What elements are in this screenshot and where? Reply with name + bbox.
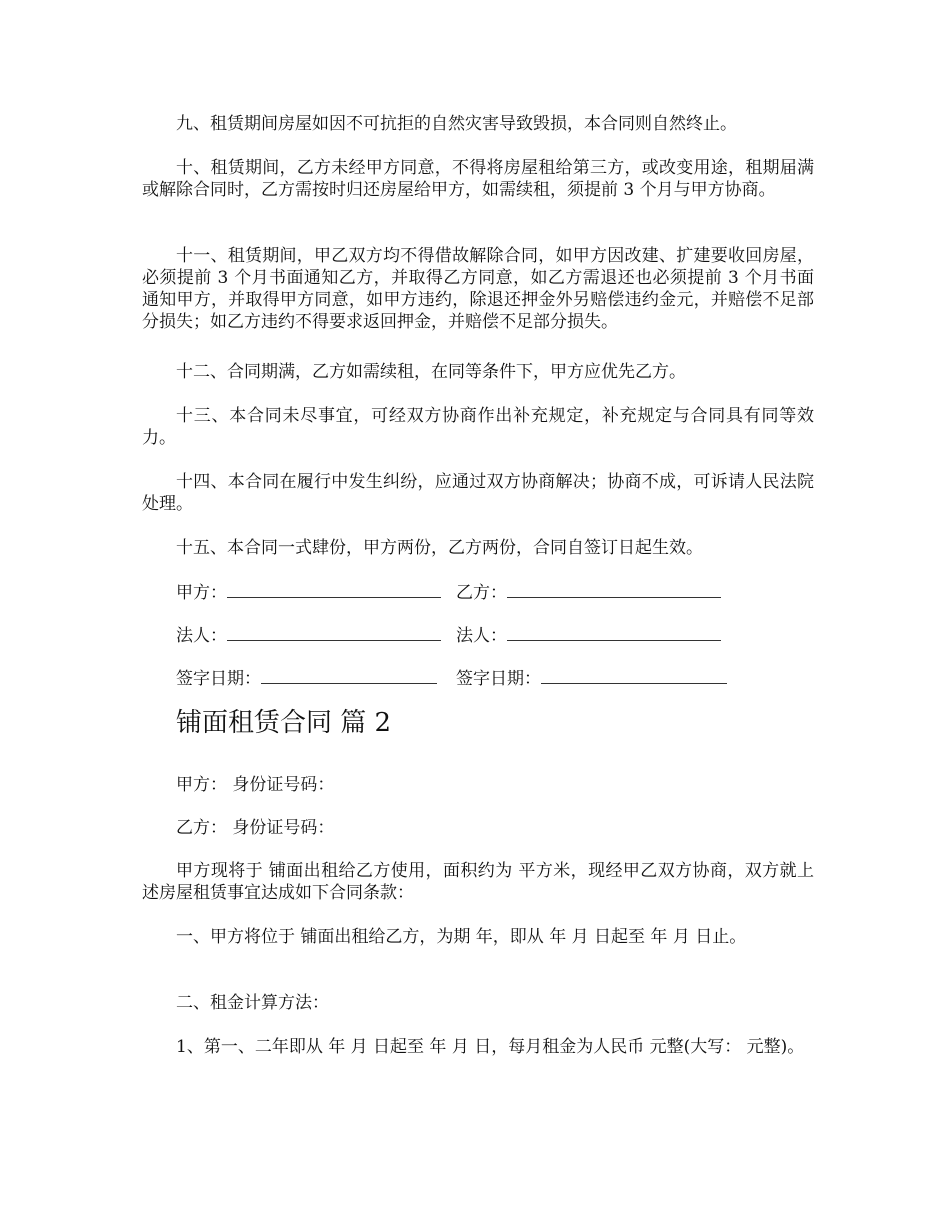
signature-party-b [456,581,721,604]
section-title: 铺面租赁合同 篇 2 [176,708,392,738]
clause-2: 二、租金计算方法： [176,993,329,1013]
signature-legal-a [176,624,441,647]
clause-10: 十、租赁期间，乙方未经甲方同意，不得将房屋租给第三方，或改变用途，租期届满或解除合同时，乙方需按时归还房屋给甲方，如需续租，须提前 3 个月与甲方协商。 [142,158,814,200]
party-b-label: 乙方： [456,583,507,603]
party-a-line: 甲方： 身份证号码： [176,775,335,795]
clause-2-1: 1、第一、二年即从 年 月 日起至 年 月 日，每月租金为人民币 元整(大写： 元整)。 [176,1037,805,1057]
date-a-label: 签字日期： [176,669,261,689]
clause-12: 十二、合同期满，乙方如需续租，在同等条件下，甲方应优先乙方。 [176,362,686,382]
clause-1: 一、甲方将位于 铺面出租给乙方，为期 年，即从 年 月 日起至 年 月 日止。 [176,927,747,947]
clause-9: 九、租赁期间房屋如因不可抗拒的自然灾害导致毁损，本合同则自然终止。 [176,114,737,134]
date-b-blank[interactable] [541,667,727,684]
intro-paragraph: 甲方现将于 铺面出租给乙方使用，面积约为 平方米，现经甲乙双方协商，双方就上述房屋租赁事宜达成如下合同条款： [142,861,814,903]
clause-15: 十五、本合同一式肆份，甲方两份，乙方两份，合同自签订日起生效。 [176,538,703,558]
signature-date-b [456,667,727,690]
signature-party-a [176,581,441,604]
clause-14: 十四、本合同在履行中发生纠纷，应通过双方协商解决；协商不成，可诉请人民法院处理。 [142,472,814,514]
party-a-blank[interactable] [227,581,441,598]
date-a-blank[interactable] [261,667,437,684]
date-b-label: 签字日期： [456,669,541,689]
party-b-line: 乙方： 身份证号码： [176,818,335,838]
party-b-blank[interactable] [507,581,721,598]
legal-a-label: 法人： [176,626,227,646]
clause-13: 十三、本合同未尽事宜，可经双方协商作出补充规定，补充规定与合同具有同等效力。 [142,406,814,448]
signature-date-a [176,667,437,690]
clause-11: 十一、租赁期间，甲乙双方均不得借故解除合同，如甲方因改建、扩建要收回房屋，必须提前 3 个月书面通知乙方，并取得乙方同意，如乙方需退还也必须提前 3 个月书面通知甲方，并取得甲方同意，如甲方违约，除退还押金外另赔偿违约金元，并赔偿不足部分损失；如乙方违约不得要求返回押金，并赔偿不足部分损失。 [142,246,814,332]
party-a-label: 甲方： [176,583,227,603]
legal-a-blank[interactable] [227,624,441,641]
legal-b-blank[interactable] [507,624,721,641]
signature-legal-b [456,624,721,647]
legal-b-label: 法人： [456,626,507,646]
